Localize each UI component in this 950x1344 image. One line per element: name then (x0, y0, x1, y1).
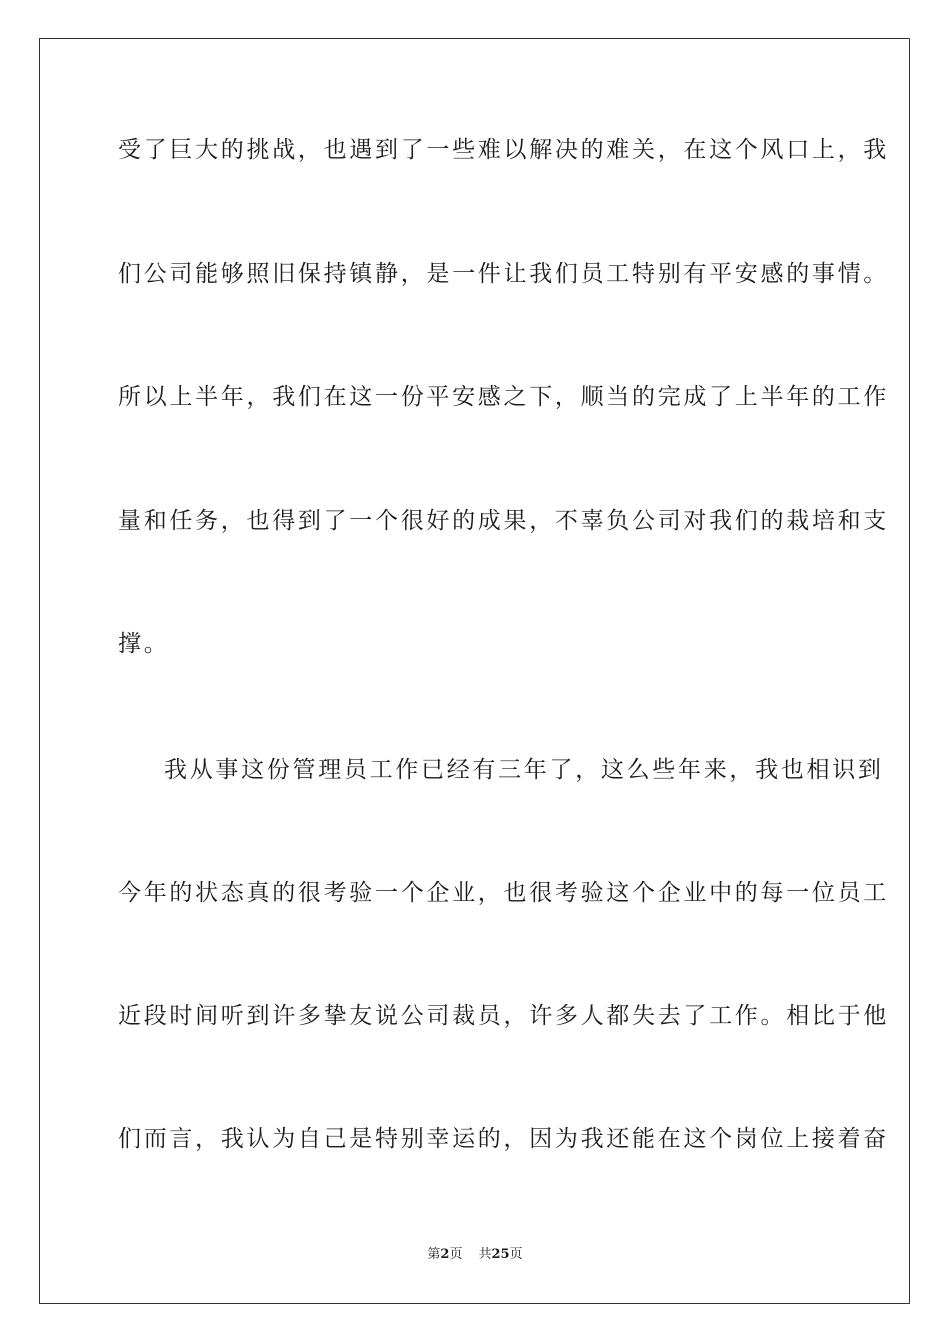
page-prefix: 第 (427, 1247, 441, 1262)
page-suffix: 页 (449, 1247, 463, 1262)
text-line-9: 们而言，我认为自己是特别幸运的，因为我还能在这个岗位上接着奋 (118, 1126, 889, 1152)
text-line-5: 撑。 (118, 631, 170, 657)
text-line-7: 今年的状态真的很考验一个企业，也很考验这个企业中的每一位员工 (118, 880, 889, 906)
text-line-3: 所以上半年，我们在这一份平安感之下，顺当的完成了上半年的工作 (118, 384, 889, 410)
page-border (39, 38, 910, 1304)
total-suffix: 页 (509, 1247, 523, 1262)
text-line-8: 近段时间听到许多挚友说公司裁员，许多人都失去了工作。相比于他 (118, 1003, 889, 1029)
text-line-1: 受了巨大的挑战，也遇到了一些难以解决的难关，在这个风口上，我 (118, 137, 889, 163)
total-prefix: 共 (478, 1247, 492, 1262)
total-pages: 25 (491, 1247, 510, 1262)
page-number: 2 (440, 1247, 450, 1262)
text-line-2: 们公司能够照旧保持镇静，是一件让我们员工特别有平安感的事情。 (118, 261, 889, 287)
text-line-4: 量和任务，也得到了一个很好的成果，不辜负公司对我们的栽培和支 (118, 508, 889, 534)
page-footer (0, 1246, 950, 1264)
paragraph-start-line: 我从事这份管理员工作已经有三年了，这么些年来，我也相识到 (164, 757, 884, 783)
